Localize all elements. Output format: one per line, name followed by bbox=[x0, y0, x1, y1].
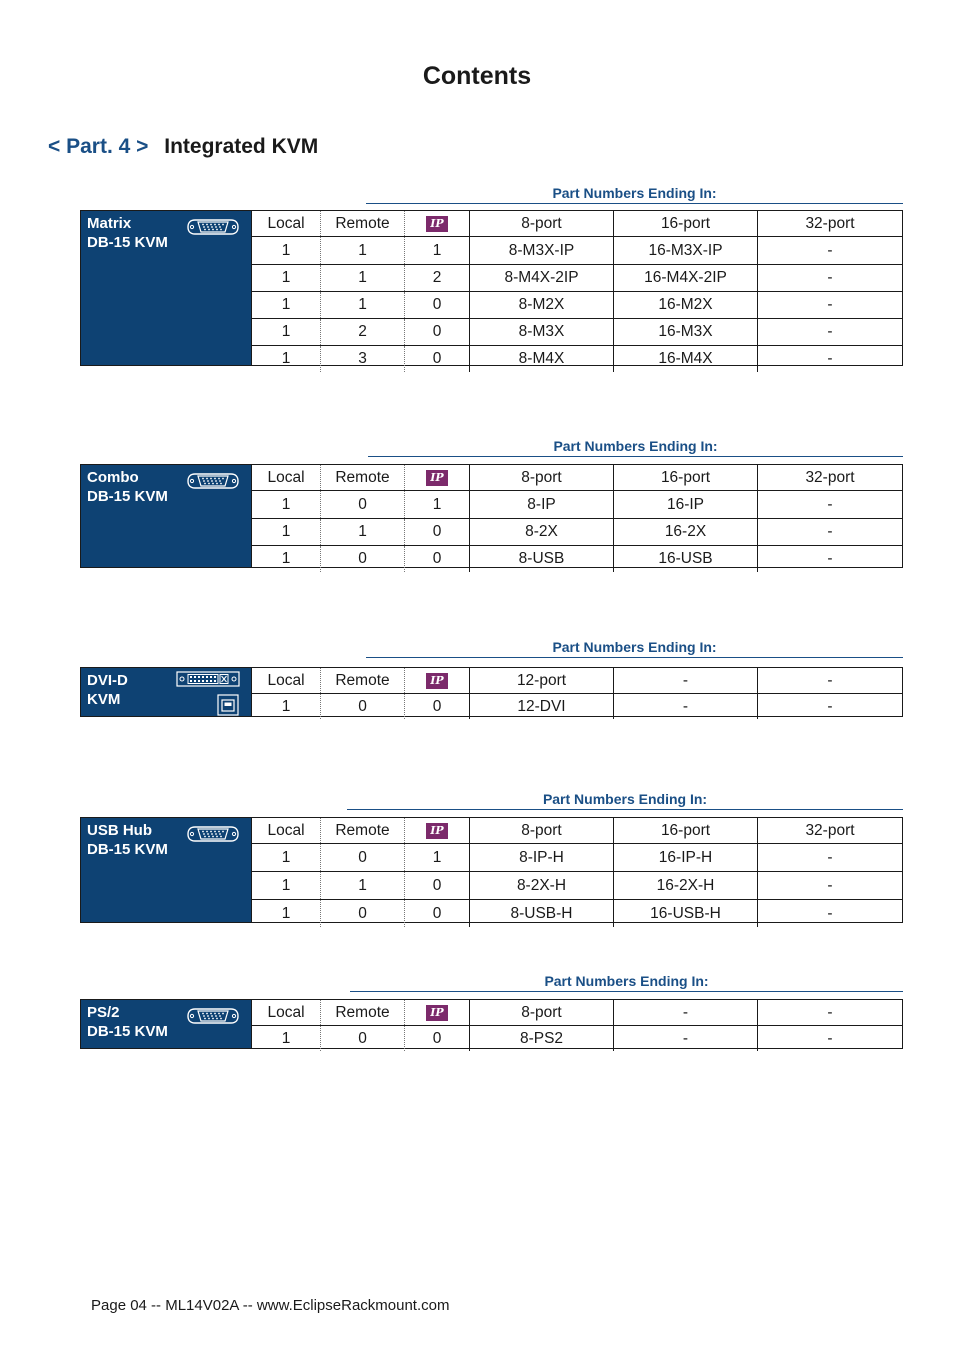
page-footer: Page 04 -- ML14V02A -- www.EclipseRackmount.com bbox=[91, 1297, 450, 1314]
header-local-cell: Local bbox=[252, 818, 321, 843]
kvm-type-panel bbox=[81, 1000, 252, 1048]
port-a-cell: 8-IP bbox=[470, 491, 614, 518]
table-row bbox=[252, 518, 902, 545]
header-ip-cell bbox=[405, 211, 470, 236]
part-numbers-label: Part Numbers Ending In: bbox=[366, 184, 903, 204]
table-row bbox=[252, 236, 902, 264]
local-cell: 1 bbox=[252, 844, 321, 871]
header-ip-cell bbox=[405, 1000, 470, 1025]
remote-cell: 1 bbox=[321, 872, 405, 899]
part-number-grid bbox=[252, 465, 902, 567]
kvm-type-line2: DB-15 KVM bbox=[87, 841, 168, 858]
table-row bbox=[252, 693, 902, 719]
header-ip-cell bbox=[405, 465, 470, 490]
part-numbers-label: Part Numbers Ending In: bbox=[347, 790, 903, 810]
port-b-cell: 16-M4X bbox=[614, 346, 758, 372]
vga-connector-icon bbox=[185, 216, 241, 243]
local-cell: 1 bbox=[252, 546, 321, 572]
port-b-cell: 16-USB-H bbox=[614, 900, 758, 927]
ip-cell: 0 bbox=[405, 900, 470, 927]
port-c-cell: - bbox=[827, 523, 833, 540]
ip-cell: 0 bbox=[405, 346, 470, 372]
port-b-cell: - bbox=[614, 1026, 758, 1051]
header-local-cell: Local bbox=[252, 211, 321, 236]
header-port-a-cell: 12-port bbox=[470, 668, 614, 693]
header-port-a-cell: 8-port bbox=[470, 818, 614, 843]
local-cell: 1 bbox=[252, 237, 321, 264]
kvm-table bbox=[80, 667, 903, 717]
header-ip-cell bbox=[405, 668, 470, 693]
header-port-a-cell: 8-port bbox=[470, 465, 614, 490]
port-c-cell: - bbox=[827, 323, 833, 340]
header-port-a-cell: 8-port bbox=[470, 211, 614, 236]
port-b-cell: 16-M3X bbox=[614, 319, 758, 345]
kvm-type-panel bbox=[81, 818, 252, 922]
part-numbers-label: Part Numbers Ending In: bbox=[366, 638, 903, 658]
port-a-cell: 8-USB bbox=[470, 546, 614, 572]
port-c-cell: - bbox=[827, 876, 833, 894]
part-number-grid bbox=[252, 1000, 902, 1048]
remote-cell: 1 bbox=[321, 265, 405, 291]
port-b-cell: 16-IP bbox=[614, 491, 758, 518]
port-c-cell: - bbox=[827, 1029, 833, 1047]
part-heading bbox=[48, 135, 318, 159]
local-cell: 1 bbox=[252, 491, 321, 518]
kvm-table bbox=[80, 464, 903, 568]
remote-cell: 1 bbox=[321, 237, 405, 264]
remote-cell: 0 bbox=[321, 546, 405, 572]
dvi-connector-icon bbox=[176, 671, 240, 692]
ip-badge-icon: IP bbox=[426, 823, 448, 839]
port-c-cell: - bbox=[827, 848, 833, 866]
port-c-cell: - bbox=[827, 697, 833, 715]
table-header-row bbox=[252, 668, 902, 693]
port-a-cell: 8-M4X-2IP bbox=[470, 265, 614, 291]
kvm-type-panel bbox=[81, 211, 252, 365]
header-port-b-cell: - bbox=[614, 668, 758, 693]
remote-cell: 0 bbox=[321, 900, 405, 927]
table-header-row bbox=[252, 1000, 902, 1025]
ip-cell: 1 bbox=[405, 491, 470, 518]
port-a-cell: 8-USB-H bbox=[470, 900, 614, 927]
port-c-cell: - bbox=[827, 269, 833, 286]
port-b-cell: 16-2X-H bbox=[614, 872, 758, 899]
header-port-a-cell: 8-port bbox=[470, 1000, 614, 1025]
ip-cell: 0 bbox=[405, 319, 470, 345]
header-port-c-cell: 32-port bbox=[805, 468, 855, 486]
kvm-type-line1: Matrix bbox=[87, 215, 132, 232]
header-port-b-cell: 16-port bbox=[614, 211, 758, 236]
port-c-cell: - bbox=[827, 350, 833, 367]
ip-cell: 0 bbox=[405, 1026, 470, 1051]
ip-cell: 0 bbox=[405, 546, 470, 572]
kvm-table bbox=[80, 817, 903, 923]
port-a-cell: 8-M2X bbox=[470, 292, 614, 318]
header-remote-cell: Remote bbox=[321, 465, 405, 490]
part-number-grid bbox=[252, 818, 902, 922]
remote-cell: 0 bbox=[321, 844, 405, 871]
port-b-cell: 16-M3X-IP bbox=[614, 237, 758, 264]
kvm-type-line1: USB Hub bbox=[87, 822, 152, 839]
port-a-cell: 8-2X bbox=[470, 519, 614, 545]
port-c-cell: - bbox=[827, 241, 833, 259]
remote-cell: 0 bbox=[321, 694, 405, 719]
part-number-grid bbox=[252, 668, 902, 716]
table-row bbox=[252, 843, 902, 871]
kvm-type-line2: DB-15 KVM bbox=[87, 234, 168, 251]
header-port-c-cell: - bbox=[827, 1003, 833, 1021]
vga-connector-icon bbox=[185, 470, 241, 497]
kvm-type-label bbox=[87, 1003, 168, 1041]
table-row bbox=[252, 264, 902, 291]
port-a-cell: 8-M3X-IP bbox=[470, 237, 614, 264]
table-row bbox=[252, 345, 902, 372]
kvm-type-label bbox=[87, 671, 128, 709]
remote-cell: 2 bbox=[321, 319, 405, 345]
ip-badge-icon: IP bbox=[426, 673, 448, 689]
table-header-row bbox=[252, 465, 902, 490]
port-a-cell: 8-PS2 bbox=[470, 1026, 614, 1051]
remote-cell: 1 bbox=[321, 292, 405, 318]
local-cell: 1 bbox=[252, 346, 321, 372]
local-cell: 1 bbox=[252, 1026, 321, 1051]
header-port-c-cell: 32-port bbox=[805, 821, 855, 839]
port-c-cell: - bbox=[827, 296, 833, 313]
kvm-type-line2: DB-15 KVM bbox=[87, 1023, 168, 1040]
part-name: Integrated KVM bbox=[164, 135, 319, 158]
local-cell: 1 bbox=[252, 872, 321, 899]
header-port-c-cell: - bbox=[827, 671, 833, 689]
table-row bbox=[252, 291, 902, 318]
header-ip-cell bbox=[405, 818, 470, 843]
part-numbers-label: Part Numbers Ending In: bbox=[350, 972, 903, 992]
header-port-b-cell: 16-port bbox=[614, 465, 758, 490]
ip-cell: 1 bbox=[405, 844, 470, 871]
header-port-c-cell: 32-port bbox=[805, 214, 855, 232]
header-remote-cell: Remote bbox=[321, 668, 405, 693]
kvm-table bbox=[80, 999, 903, 1049]
ip-cell: 0 bbox=[405, 872, 470, 899]
ip-cell: 1 bbox=[405, 237, 470, 264]
part-numbers-label: Part Numbers Ending In: bbox=[368, 437, 903, 457]
ip-cell: 0 bbox=[405, 519, 470, 545]
remote-cell: 0 bbox=[321, 1026, 405, 1051]
port-a-cell: 8-M4X bbox=[470, 346, 614, 372]
port-b-cell: 16-M4X-2IP bbox=[614, 265, 758, 291]
local-cell: 1 bbox=[252, 292, 321, 318]
port-b-cell: 16-USB bbox=[614, 546, 758, 572]
port-b-cell: 16-M2X bbox=[614, 292, 758, 318]
port-b-cell: 16-2X bbox=[614, 519, 758, 545]
local-cell: 1 bbox=[252, 265, 321, 291]
kvm-type-label bbox=[87, 214, 168, 252]
port-a-cell: 8-M3X bbox=[470, 319, 614, 345]
page-title: Contents bbox=[422, 62, 532, 90]
remote-cell: 3 bbox=[321, 346, 405, 372]
port-c-cell: - bbox=[827, 495, 833, 513]
kvm-type-line1: Combo bbox=[87, 469, 139, 486]
ip-cell: 0 bbox=[405, 292, 470, 318]
header-port-b-cell: 16-port bbox=[614, 818, 758, 843]
ip-badge-icon: IP bbox=[426, 216, 448, 232]
kvm-type-line1: PS/2 bbox=[87, 1004, 120, 1021]
header-local-cell: Local bbox=[252, 668, 321, 693]
table-row bbox=[252, 545, 902, 572]
ip-cell: 0 bbox=[405, 694, 470, 719]
local-cell: 1 bbox=[252, 694, 321, 719]
port-c-cell: - bbox=[827, 550, 833, 567]
table-row bbox=[252, 1025, 902, 1051]
vga-connector-icon bbox=[185, 1005, 241, 1032]
kvm-table bbox=[80, 210, 903, 366]
port-b-cell: - bbox=[614, 694, 758, 719]
vga-connector-icon bbox=[185, 823, 241, 850]
part-number-grid bbox=[252, 211, 902, 365]
port-a-cell: 8-2X-H bbox=[470, 872, 614, 899]
kvm-type-line2: DB-15 KVM bbox=[87, 488, 168, 505]
local-cell: 1 bbox=[252, 900, 321, 927]
header-local-cell: Local bbox=[252, 1000, 321, 1025]
table-row bbox=[252, 490, 902, 518]
kvm-type-label bbox=[87, 821, 168, 859]
table-row bbox=[252, 899, 902, 927]
ip-badge-icon: IP bbox=[426, 1005, 448, 1021]
remote-cell: 0 bbox=[321, 491, 405, 518]
table-row bbox=[252, 318, 902, 345]
local-cell: 1 bbox=[252, 519, 321, 545]
port-a-cell: 8-IP-H bbox=[470, 844, 614, 871]
ip-cell: 2 bbox=[405, 265, 470, 291]
kvm-type-panel bbox=[81, 668, 252, 716]
header-port-b-cell: - bbox=[614, 1000, 758, 1025]
port-b-cell: 16-IP-H bbox=[614, 844, 758, 871]
ip-badge-icon: IP bbox=[426, 470, 448, 486]
kvm-type-label bbox=[87, 468, 168, 506]
port-a-cell: 12-DVI bbox=[470, 694, 614, 719]
remote-cell: 1 bbox=[321, 519, 405, 545]
usb-connector-icon bbox=[217, 694, 239, 721]
table-header-row bbox=[252, 818, 902, 843]
kvm-type-line1: DVI-D bbox=[87, 672, 128, 689]
part-number-label: < Part. 4 > bbox=[48, 135, 149, 158]
table-header-row bbox=[252, 211, 902, 236]
kvm-type-panel bbox=[81, 465, 252, 567]
header-remote-cell: Remote bbox=[321, 1000, 405, 1025]
header-remote-cell: Remote bbox=[321, 211, 405, 236]
header-local-cell: Local bbox=[252, 465, 321, 490]
kvm-type-line2: KVM bbox=[87, 691, 121, 708]
port-c-cell: - bbox=[827, 904, 833, 922]
local-cell: 1 bbox=[252, 319, 321, 345]
header-remote-cell: Remote bbox=[321, 818, 405, 843]
table-row bbox=[252, 871, 902, 899]
